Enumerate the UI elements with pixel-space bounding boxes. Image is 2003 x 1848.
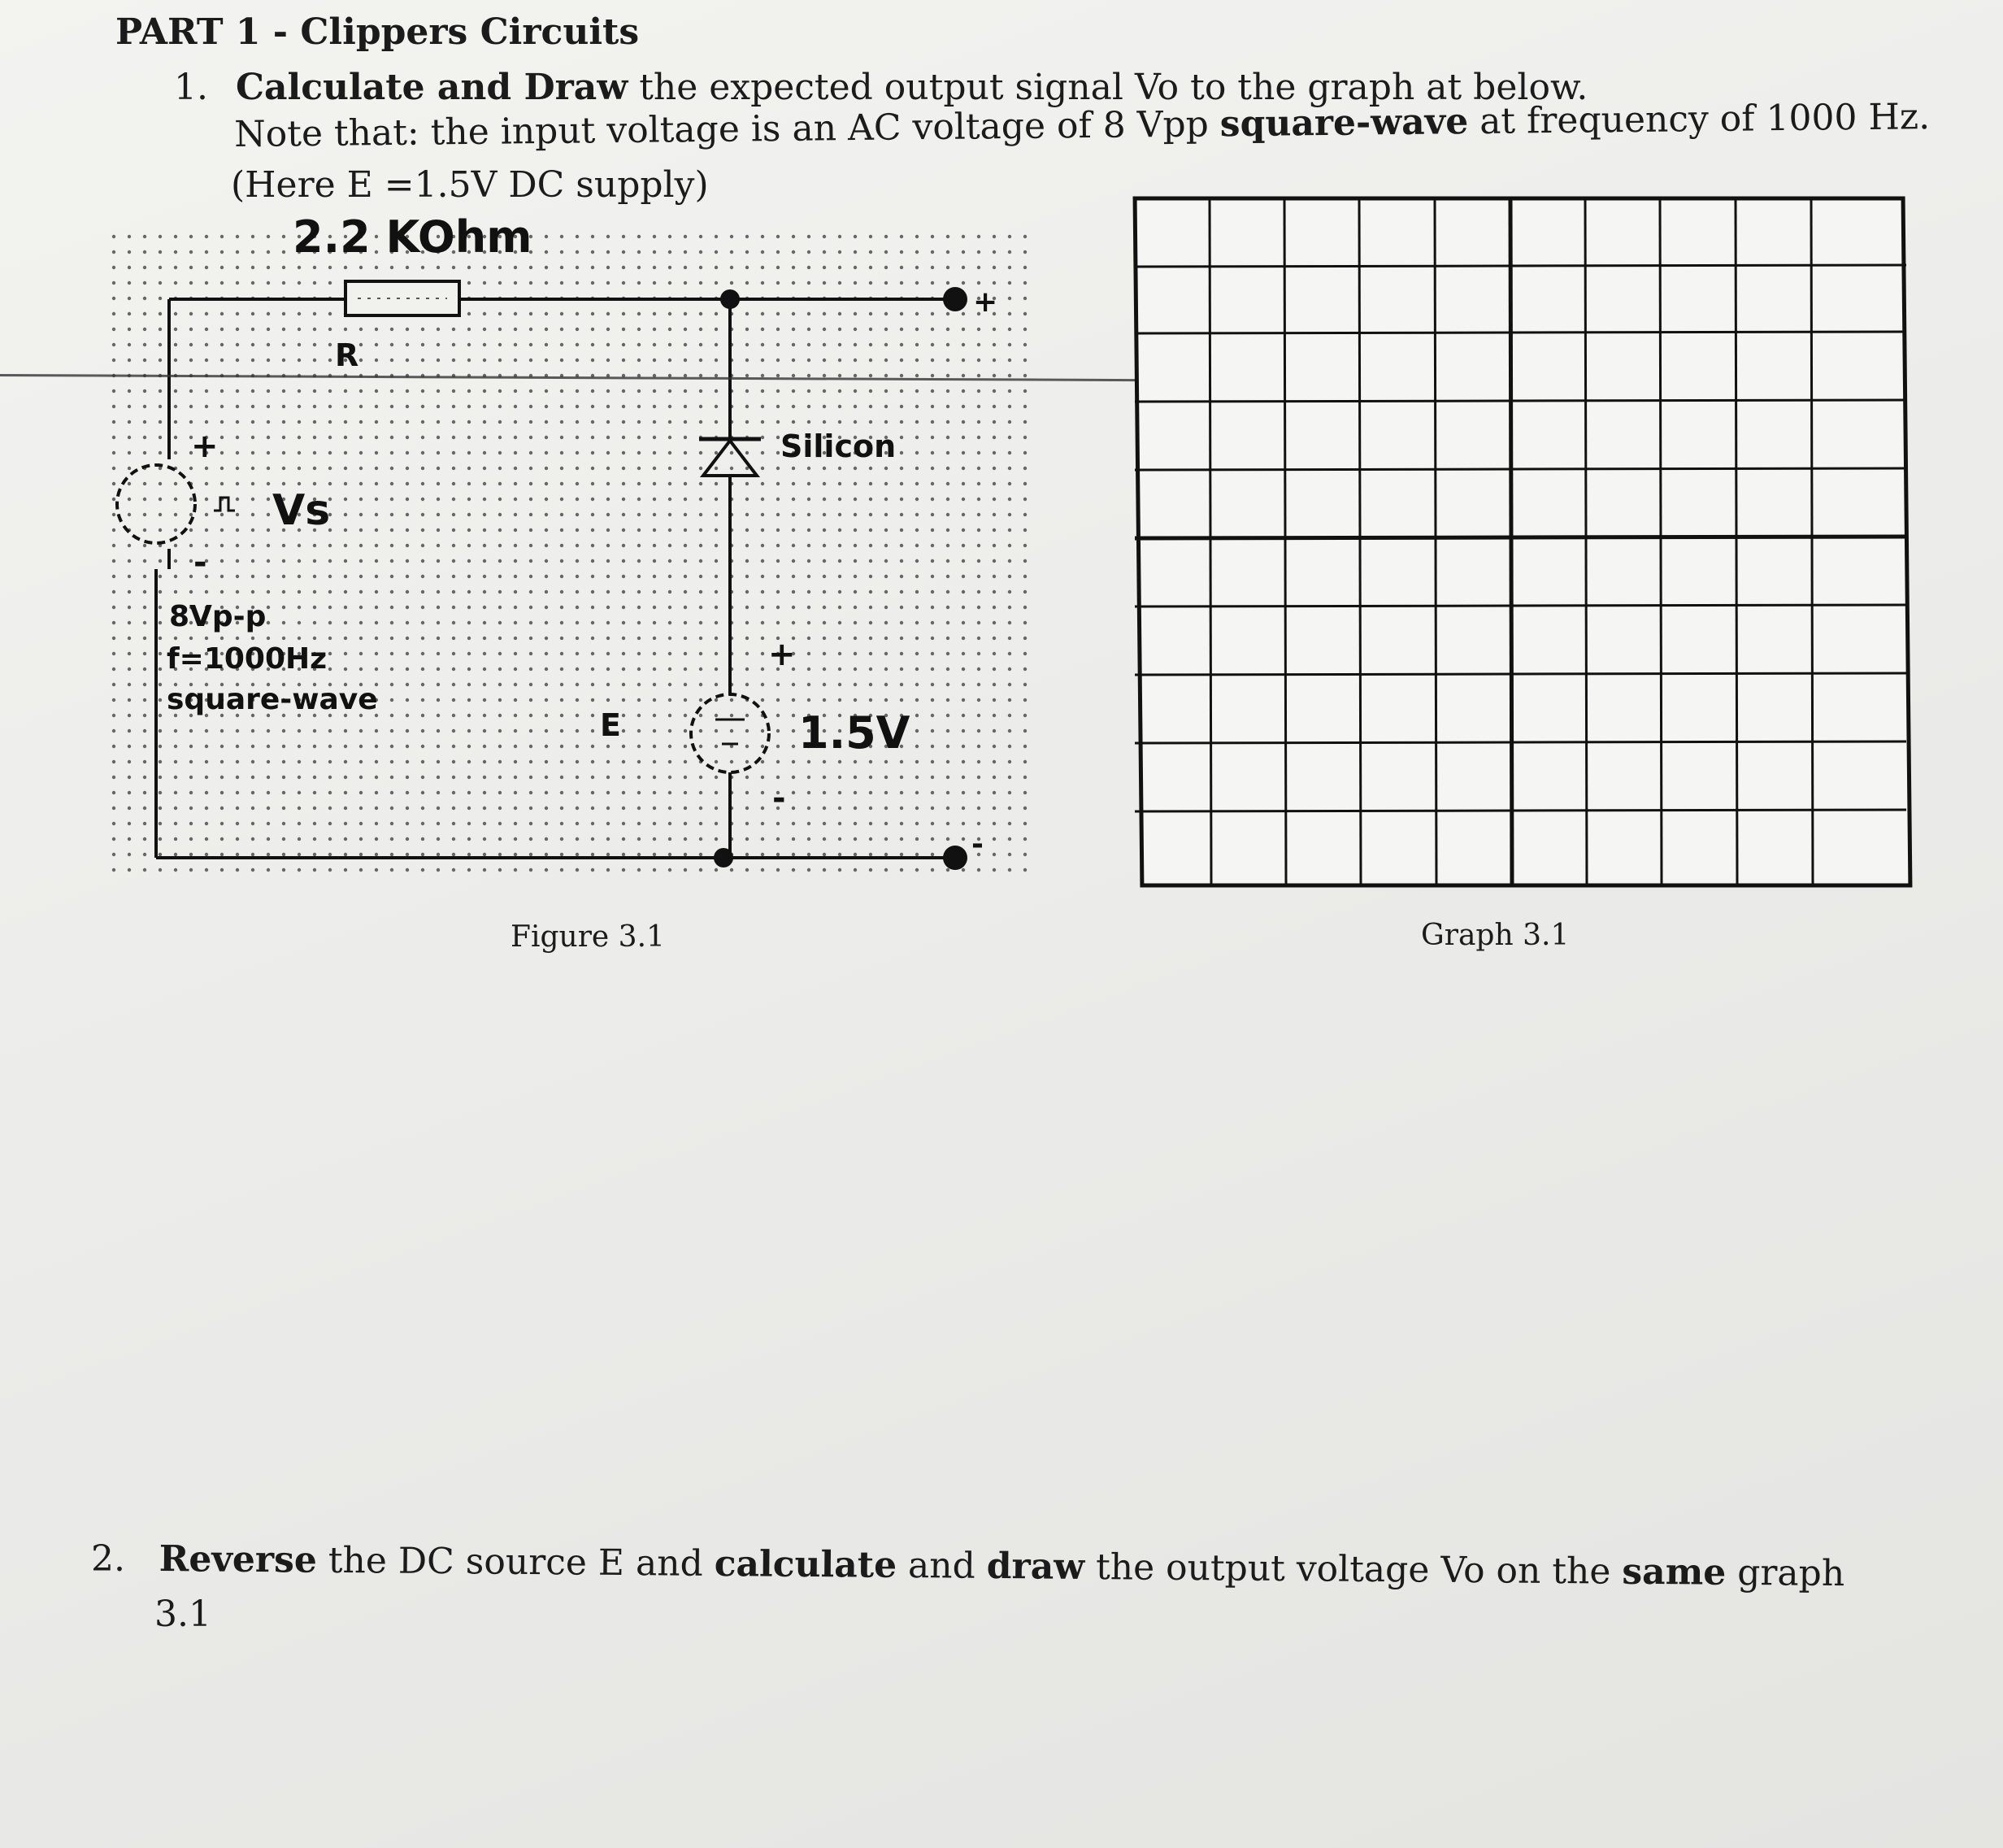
- bottom-junction-node: [714, 848, 733, 867]
- source-waveform-label: square-wave: [167, 683, 378, 716]
- figure-caption: Figure 3.1: [511, 920, 665, 954]
- output-minus-sign: -: [971, 828, 984, 861]
- question-2-bold-draw: draw: [986, 1545, 1085, 1588]
- resistor-symbol: [345, 281, 459, 315]
- output-positive-terminal: [943, 287, 967, 311]
- question-1-line-1-rest: the expected output signal Vo to the graph at below.: [628, 67, 1588, 108]
- top-junction-node: [720, 289, 740, 309]
- question-1-number: 1.: [174, 67, 208, 108]
- question-2-line-1: [159, 1538, 1845, 1594]
- diode-label: Silicon: [780, 428, 897, 464]
- question-2-text-2: and: [896, 1544, 988, 1587]
- question-1-line-3: (Here E =1.5V DC supply): [231, 164, 709, 206]
- source-name-label: Vs: [272, 486, 331, 535]
- graph-caption: Graph 3.1: [1421, 919, 1570, 952]
- source-frequency-label: f=1000Hz: [167, 642, 328, 676]
- output-plus-sign: +: [973, 285, 998, 319]
- question-2-text-1: the DC source E and: [316, 1539, 715, 1585]
- graph-center-vertical-axis: [1510, 198, 1512, 885]
- question-1-line-2-post: at frequency of 1000 Hz.: [1467, 96, 1931, 143]
- circuit-diagram: [65, 203, 1032, 902]
- source-plus-sign: +: [191, 428, 219, 465]
- dc-source-value-label: 1.5V: [798, 707, 910, 759]
- source-minus-sign: -: [193, 544, 207, 581]
- output-negative-terminal: [943, 846, 967, 870]
- question-2-number: 2.: [91, 1538, 125, 1580]
- part-title: PART 1 - Clippers Circuits: [115, 11, 640, 53]
- question-1-line-2-bold: square-wave: [1219, 101, 1469, 146]
- question-2-text-4: graph: [1726, 1551, 1845, 1595]
- graph-grid: [1130, 193, 1927, 901]
- dc-plus-sign: +: [768, 636, 796, 673]
- graph-frame: [1135, 198, 1910, 885]
- question-2-bold-same: same: [1622, 1550, 1727, 1594]
- source-amplitude-label: 8Vp-p: [169, 600, 267, 633]
- breadboard-dot-grid: [106, 228, 1032, 878]
- question-1-line-2-pre: Note that: the input voltage is an AC voltage of 8 Vpp: [234, 103, 1221, 155]
- question-2-bold-reverse: Reverse: [159, 1538, 318, 1581]
- dc-minus-sign: -: [772, 780, 786, 817]
- question-2-bold-calculate: calculate: [714, 1542, 897, 1586]
- question-2-text-3: the output voltage Vo on the: [1084, 1546, 1623, 1593]
- resistor-value-label: 2.2 KOhm: [293, 211, 532, 263]
- dc-source-name-label: E: [600, 707, 621, 743]
- question-2-line-2: 3.1: [154, 1594, 211, 1635]
- resistor-name-label: R: [335, 337, 359, 373]
- graph-center-horizontal-axis: [1135, 537, 1906, 538]
- question-1-verb: Calculate and Draw: [236, 67, 628, 108]
